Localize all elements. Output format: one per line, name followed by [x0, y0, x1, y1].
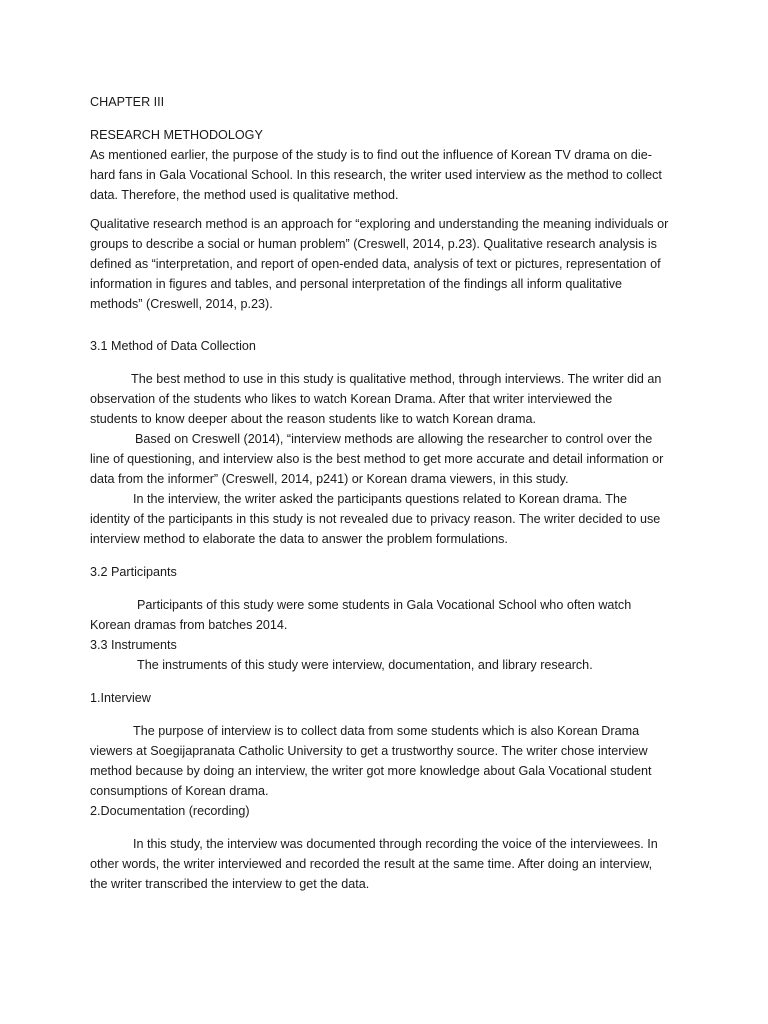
chapter-label: CHAPTER III	[90, 95, 165, 109]
paragraph-line: method because by doing an interview, the writer got more knowledge about Gala Vocational student	[90, 764, 652, 778]
participants-paragraph	[90, 595, 690, 635]
chapter-title: RESEARCH METHODOLOGY	[90, 128, 263, 142]
paragraph-line: interview method to elaborate the data to answer the problem formulations.	[90, 532, 508, 546]
paragraph-line: other words, the writer interviewed and recorded the result at the same time. After doing an interview,	[90, 857, 653, 871]
section-heading-3-2: 3.2 Participants	[90, 565, 177, 579]
paragraph-line: consumptions of Korean drama.	[90, 784, 269, 798]
intro-paragraph	[90, 145, 690, 205]
paragraph-line: The purpose of interview is to collect data from some students which is also Korean Drama	[133, 724, 640, 738]
paragraph-line: groups to describe a social or human problem” (Creswell, 2014, p.23). Qualitative research analysis is	[90, 237, 657, 251]
paragraph-line: As mentioned earlier, the purpose of the study is to find out the influence of Korean TV drama on die-	[90, 148, 652, 162]
interview-heading: 1.Interview	[90, 691, 151, 705]
paragraph-line: identity of the participants in this study is not revealed due to privacy reason. The writer decided to use	[90, 512, 661, 526]
data-collection-paragraph-1	[90, 369, 690, 429]
paragraph-line: Qualitative research method is an approach for “exploring and understanding the meaning individuals or	[90, 217, 669, 231]
section-heading-3-1: 3.1 Method of Data Collection	[90, 339, 256, 353]
paragraph-line: defined as “interpretation, and report of open-ended data, analysis of text or pictures, representation of	[90, 257, 661, 271]
instruments-line: The instruments of this study were interview, documentation, and library research.	[137, 658, 593, 672]
paragraph-line: In this study, the interview was documented through recording the voice of the interviewees. In	[133, 837, 658, 851]
interview-paragraph	[90, 721, 690, 801]
paragraph-line: information in figures and tables, and personal interpretation of the findings all inform qualitative	[90, 277, 623, 291]
document-page	[90, 92, 690, 894]
paragraph-line: In the interview, the writer asked the participants questions related to Korean drama. The	[133, 492, 627, 506]
paragraph-line: line of questioning, and interview also is the best method to get more accurate and detail information or	[90, 452, 664, 466]
documentation-heading: 2.Documentation (recording)	[90, 804, 250, 818]
paragraph-line: students to know deeper about the reason students like to watch Korean drama.	[90, 412, 536, 426]
data-collection-paragraph-2	[90, 429, 690, 489]
documentation-paragraph	[90, 834, 690, 894]
section-heading-3-3: 3.3 Instruments	[90, 638, 177, 652]
paragraph-line: observation of the students who likes to watch Korean Drama. After that writer interviewed the	[90, 392, 613, 406]
paragraph-line: viewers at Soegijapranata Catholic University to get a trustworthy source. The writer chose interview	[90, 744, 648, 758]
paragraph-line: methods” (Creswell, 2014, p.23).	[90, 297, 273, 311]
data-collection-paragraph-3	[90, 489, 690, 549]
paragraph-line: data from the informer” (Creswell, 2014, p241) or Korean drama viewers, in this study.	[90, 472, 569, 486]
paragraph-line: the writer transcribed the interview to get the data.	[90, 877, 370, 891]
paragraph-line: Participants of this study were some students in Gala Vocational School who often watch	[137, 598, 632, 612]
qualitative-paragraph	[90, 214, 690, 314]
paragraph-line: Korean dramas from batches 2014.	[90, 618, 288, 632]
paragraph-line: Based on Creswell (2014), “interview methods are allowing the researcher to control over the	[135, 432, 653, 446]
paragraph-line: hard fans in Gala Vocational School. In this research, the writer used interview as the method to collect	[90, 168, 662, 182]
paragraph-line: data. Therefore, the method used is qualitative method.	[90, 188, 399, 202]
paragraph-line: The best method to use in this study is qualitative method, through interviews. The writer did an	[131, 372, 662, 386]
